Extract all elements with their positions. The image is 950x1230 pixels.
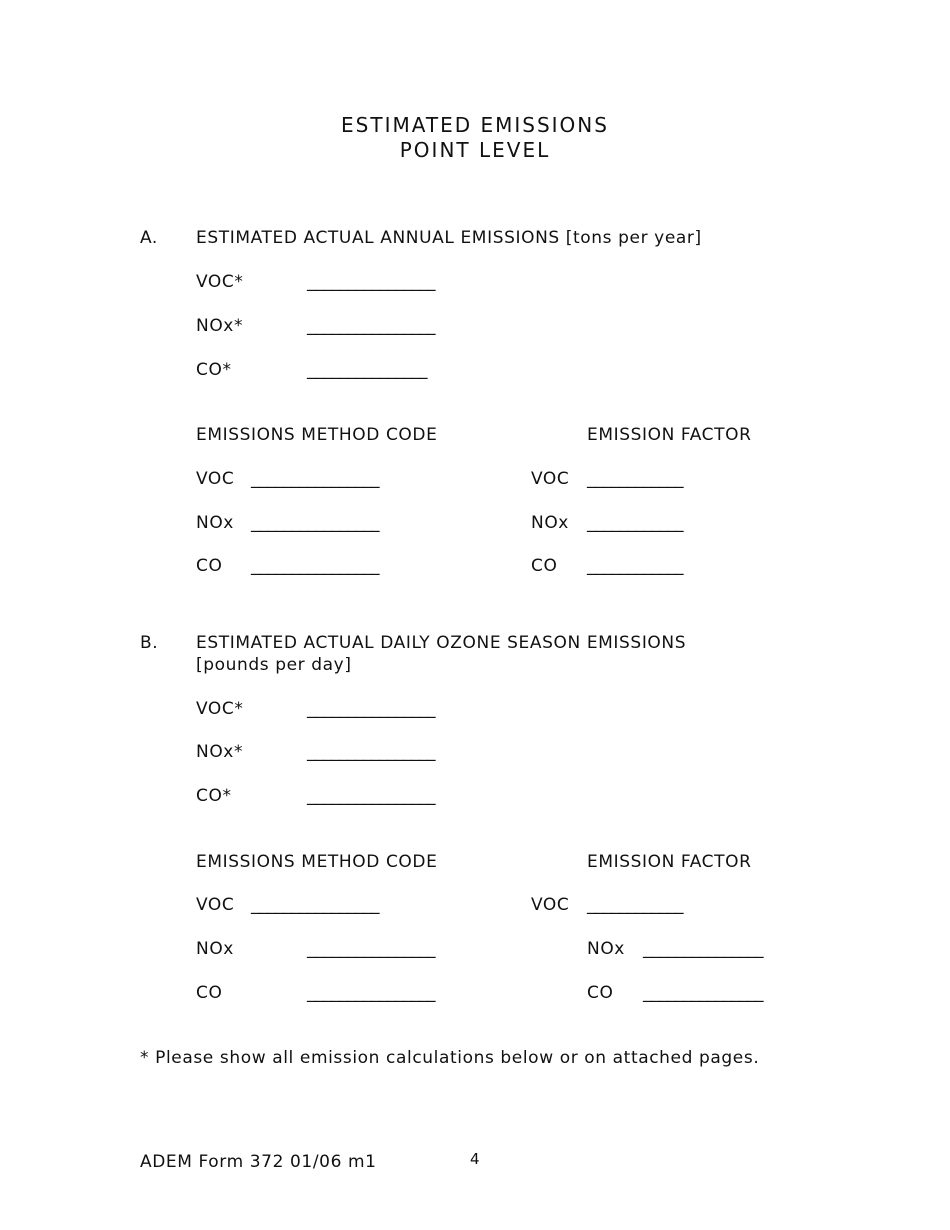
blank-field[interactable]: _______________: [643, 983, 763, 1003]
section-a-letter: A.: [140, 228, 158, 248]
blank-field[interactable]: ________________: [307, 742, 435, 762]
blank-field[interactable]: _______________: [643, 939, 763, 959]
factor-label: CO: [587, 983, 614, 1003]
field-label: VOC*: [196, 272, 244, 292]
factor-label: VOC: [531, 469, 570, 489]
method-label: CO: [196, 983, 223, 1003]
blank-field[interactable]: ________________: [307, 272, 435, 292]
factor-label: CO: [531, 556, 558, 576]
method-code-heading: EMISSIONS METHOD CODE: [196, 425, 438, 445]
blank-field[interactable]: ________________: [251, 513, 379, 533]
field-label: NOx*: [196, 316, 244, 336]
blank-field[interactable]: ____________: [587, 513, 683, 533]
field-label: CO*: [196, 360, 232, 380]
blank-field[interactable]: ________________: [307, 939, 435, 959]
field-label: CO*: [196, 786, 232, 806]
footnote: * Please show all emission calculations below or on attached pages.: [140, 1048, 760, 1068]
method-label: VOC: [196, 469, 235, 489]
section-b-letter: B.: [140, 633, 159, 653]
method-label: NOx: [196, 939, 234, 959]
page-title: ESTIMATED EMISSIONS: [341, 113, 609, 137]
form-id: ADEM Form 372 01/06 m1: [140, 1152, 377, 1172]
blank-field[interactable]: ________________: [307, 699, 435, 719]
field-label: VOC*: [196, 699, 244, 719]
blank-field[interactable]: ____________: [587, 895, 683, 915]
method-code-heading: EMISSIONS METHOD CODE: [196, 852, 438, 872]
emission-factor-heading: EMISSION FACTOR: [587, 852, 752, 872]
section-a-heading: ESTIMATED ACTUAL ANNUAL EMISSIONS [tons per year]: [196, 228, 702, 248]
factor-label: VOC: [531, 895, 570, 915]
method-label: CO: [196, 556, 223, 576]
blank-field[interactable]: ________________: [251, 556, 379, 576]
factor-label: NOx: [587, 939, 625, 959]
page-subtitle: POINT LEVEL: [399, 138, 551, 162]
method-label: VOC: [196, 895, 235, 915]
field-label: NOx*: [196, 742, 244, 762]
method-label: NOx: [196, 513, 234, 533]
blank-field[interactable]: ________________: [251, 469, 379, 489]
blank-field[interactable]: ________________: [307, 786, 435, 806]
factor-label: NOx: [531, 513, 569, 533]
section-b-heading: ESTIMATED ACTUAL DAILY OZONE SEASON EMISSIONS: [196, 633, 687, 653]
emission-factor-heading: EMISSION FACTOR: [587, 425, 752, 445]
page-number: 4: [470, 1150, 481, 1168]
blank-field[interactable]: ____________: [587, 556, 683, 576]
blank-field[interactable]: ________________: [307, 983, 435, 1003]
blank-field[interactable]: _______________: [307, 360, 427, 380]
section-b-heading-units: [pounds per day]: [196, 655, 352, 675]
blank-field[interactable]: ____________: [587, 469, 683, 489]
blank-field[interactable]: ________________: [307, 316, 435, 336]
blank-field[interactable]: ________________: [251, 895, 379, 915]
